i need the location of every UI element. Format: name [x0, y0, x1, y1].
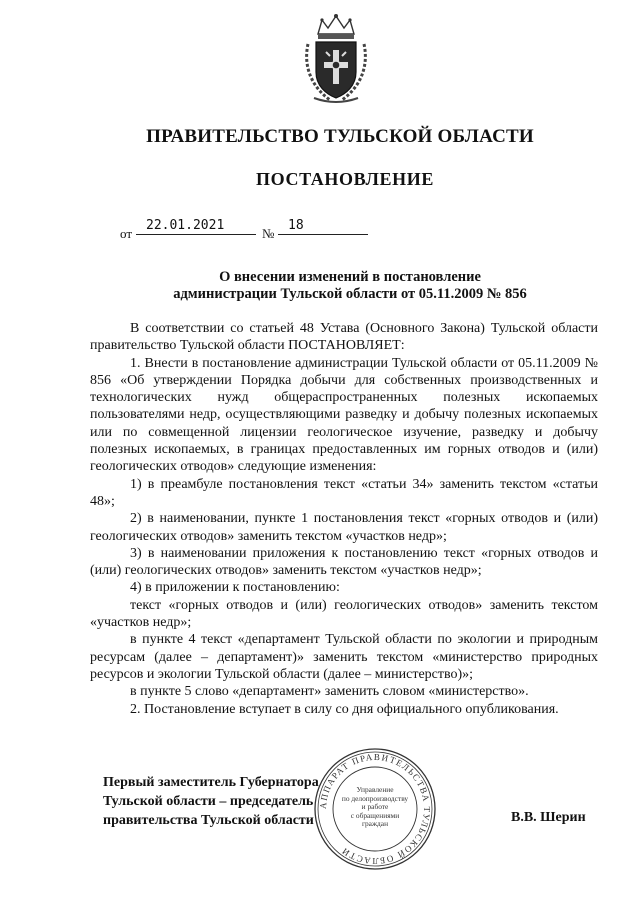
body-paragraph: 1. Внести в постановление администрации Тульской области от 05.11.2009 № 856 «Об утверждении Порядка добычи для собственных производственных и технологических нужд общераспространенных полезных ископаемых пользователями недр, осуществляющими разведку и добычу полезных ископаемых или по совмещенной лицензии геологическое изучение, разведку и добычу полезных ископаемых, в границах предоставленных им горных отводов и (или) геологических отводов» следующие изменения:: [90, 355, 598, 475]
signatory-position: [103, 773, 319, 830]
body-paragraph: текст «горных отводов и (или) геологических отводов» заменить текстом «участков недр»;: [90, 597, 598, 631]
subject-line-2: администрации Тульской области от 05.11.2009 № 856: [173, 286, 527, 302]
date-label: от: [120, 226, 133, 241]
document-number: 18: [278, 218, 368, 235]
stamp-center-text: Управление по делопроизводству и работе с обращениями граждан: [341, 785, 409, 829]
stamp-ring-text: АППАРАТ ПРАВИТЕЛЬСТВА ТУЛЬСКОЙ ОБЛАСТИ: [317, 751, 433, 867]
body-paragraph: 2) в наименовании, пункте 1 постановления текст «горных отводов и (или) геологических отводов» заменить текстом «участков недр»;: [90, 511, 598, 544]
position-line-2: Тульской области – председатель: [103, 794, 314, 809]
coat-of-arms-emblem: [300, 12, 372, 106]
position-line-3: правительства Тульской области: [103, 813, 314, 828]
body-paragraph: В соответствии со статьей 48 Устава (Основного Закона) Тульской области правительство Тульской области ПОСТАНОВЛЯЕТ:: [90, 321, 598, 354]
body-paragraph: 1) в преамбуле постановления текст «статьи 34» заменить текстом «статьи 48»;: [90, 476, 598, 509]
document-date: 22.01.2021: [136, 218, 256, 235]
body-paragraph: 2. Постановление вступает в силу со дня официального опубликования.: [130, 701, 559, 717]
government-title: ПРАВИТЕЛЬСТВО ТУЛЬСКОЙ ОБЛАСТИ: [146, 126, 534, 147]
document-type: ПОСТАНОВЛЕНИЕ: [256, 169, 434, 189]
position-line-1: Первый заместитель Губернатора: [103, 775, 319, 790]
document-subject: [140, 269, 560, 303]
subject-line-1: О внесении изменений в постановление: [219, 269, 481, 285]
body-paragraph: в пункте 4 текст «департамент Тульской области по экологии и природным ресурсам (далее – департамент)» заменить текстом «министерство природных ресурсов и экологии Тульской области (далее – министерство)»;: [90, 632, 598, 682]
signatory-name: В.В. Шерин: [511, 810, 586, 825]
body-paragraph: в пункте 5 слово «департамент» заменить словом «министерство».: [130, 684, 529, 700]
body-paragraph: 4) в приложении к постановлению:: [130, 580, 340, 596]
body-paragraph: 3) в наименовании приложения к постановлению текст «горных отводов и (или) геологических отводов» заменить текстом «участков недр»;: [90, 545, 598, 579]
number-label: №: [262, 226, 275, 241]
document-body: [90, 320, 598, 718]
